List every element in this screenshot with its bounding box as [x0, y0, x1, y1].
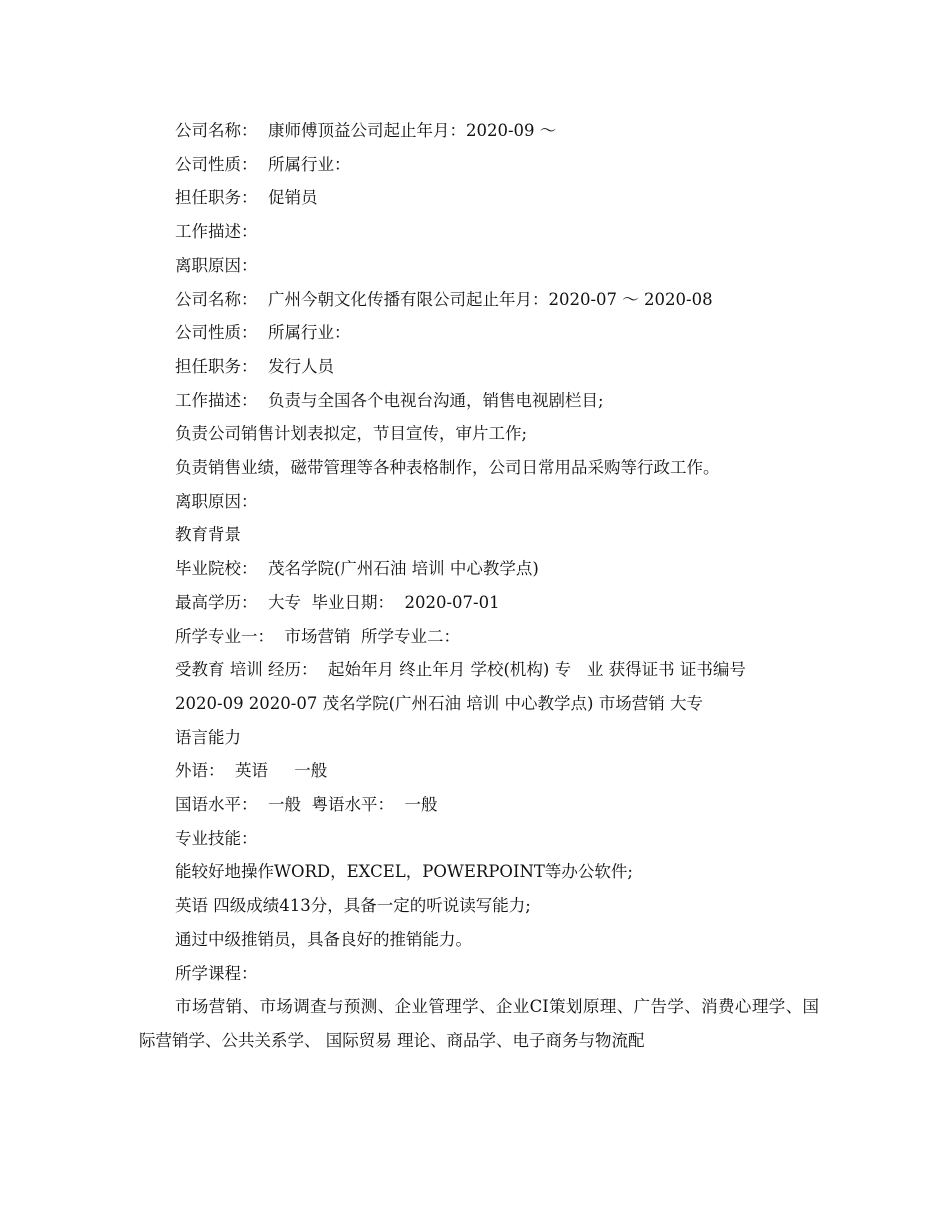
- job-duty-line-2: 负责公司销售计划表拟定，节目宣传，审片工作;: [175, 424, 528, 444]
- education-record-line: 2020-09 2020-07 茂名学院(广州石油 培训 中心教学点) 市场营销 大专: [175, 693, 703, 713]
- position-line-2: 担任职务： 发行人员: [175, 356, 334, 376]
- courses-line: 市场营销、市场调查与预测、企业管理学、企业CI策划原理、广告学、消费心理学、国际营销学、公共关系学、 国际贸易 理论、商品学、电子商务与物流配: [139, 997, 819, 1050]
- highest-degree-line: 最高学历： 大专 毕业日期： 2020-07-01: [175, 592, 500, 612]
- education-heading: 教育背景: [175, 525, 241, 545]
- language-ability-heading: 语言能力: [175, 727, 241, 747]
- english-score-line: 英语 四级成绩413分，具备一定的听说读写能力;: [175, 896, 531, 916]
- resume-text-block: [139, 114, 819, 1058]
- foreign-language-line: 外语： 英语 一般: [175, 761, 328, 781]
- salesperson-qualification-line: 通过中级推销员，具备良好的推销能力。: [175, 929, 472, 949]
- company-name-line-1: 公司名称： 康师傅顶益公司起止年月：2020-09 ～: [175, 121, 557, 140]
- courses-heading: 所学课程：: [175, 963, 258, 983]
- professional-skills-heading: 专业技能：: [175, 828, 258, 848]
- leaving-reason-line-1: 离职原因：: [175, 255, 258, 275]
- job-description-line-2: 工作描述： 负责与全国各个电视台沟通，销售电视剧栏目;: [175, 390, 604, 410]
- training-history-line: 受教育 培训 经历： 起始年月 终止年月 学校(机构) 专 业 获得证书 证书编号: [175, 660, 746, 680]
- job-description-line-1: 工作描述：: [175, 222, 258, 242]
- graduated-school-line: 毕业院校： 茂名学院(广州石油 培训 中心教学点): [175, 559, 539, 579]
- major-line: 所学专业一： 市场营销 所学专业二：: [175, 626, 460, 646]
- position-line-1: 担任职务： 促销员: [175, 188, 318, 208]
- leaving-reason-line-2: 离职原因：: [175, 491, 258, 511]
- company-type-line-1: 公司性质： 所属行业：: [175, 154, 351, 174]
- job-duty-line-3: 负责销售业绩，磁带管理等各种表格制作，公司日常用品采购等行政工作。: [175, 458, 720, 478]
- office-software-line: 能较好地操作WORD，EXCEL，POWERPOINT等办公软件;: [175, 862, 633, 882]
- company-type-line-2: 公司性质： 所属行业：: [175, 323, 351, 343]
- company-name-line-2: 公司名称： 广州今朝文化传播有限公司起止年月：2020-07 ～ 2020-08: [175, 289, 713, 309]
- mandarin-cantonese-line: 国语水平： 一般 粤语水平： 一般: [175, 795, 438, 815]
